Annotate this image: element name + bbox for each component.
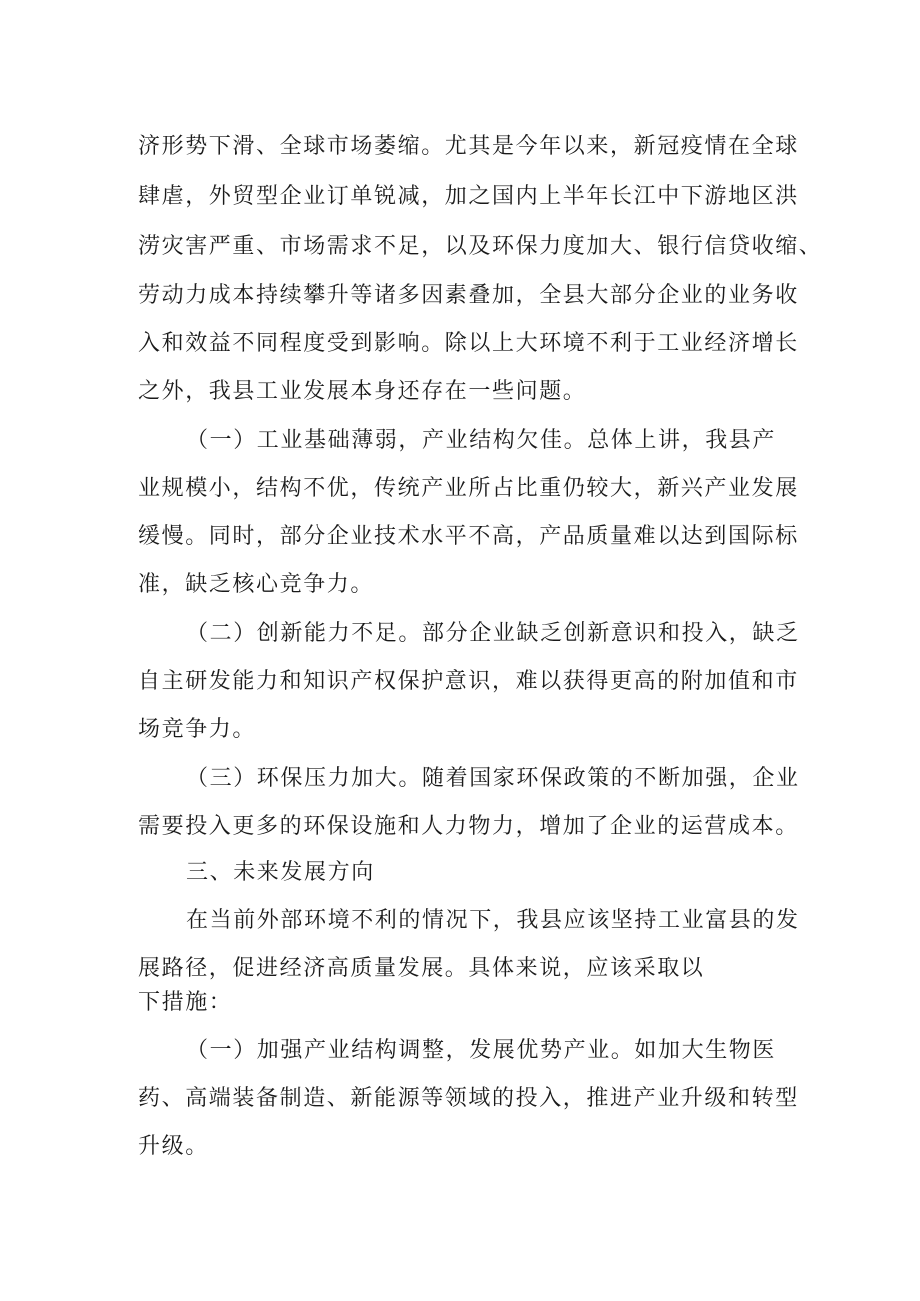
text-line: （一）加强产业结构调整，发展优势产业。如加大生物医 bbox=[186, 1038, 777, 1063]
text-line: 劳动力成本持续攀升等诸多因素叠加，全县大部分企业的业务收 bbox=[138, 283, 799, 308]
text-line: （二）创新能力不足。部分企业缺乏创新意识和投入，缺乏 bbox=[186, 621, 800, 646]
text-line: 之外，我县工业发展本身还存在一些问题。 bbox=[138, 379, 587, 404]
text-line: 下措施： bbox=[138, 990, 233, 1015]
text-line: 升级。 bbox=[138, 1134, 209, 1159]
text-line: 药、高端装备制造、新能源等领域的投入，推进产业升级和转型 bbox=[138, 1086, 799, 1111]
text-line: 涝灾害严重、市场需求不足，以及环保力度加大、银行信贷收缩、 bbox=[138, 234, 823, 259]
text-line: （一）工业基础薄弱，产业结构欠佳。总体上讲，我县产 bbox=[186, 428, 777, 453]
text-line: 场竞争力。 bbox=[138, 717, 257, 742]
text-line: （三）环保压力加大。随着国家环保政策的不断加强，企业 bbox=[186, 766, 800, 791]
text-line: 需要投入更多的环保设施和人力物力，增加了企业的运营成本。 bbox=[138, 814, 799, 839]
text-line: 业规模小，结构不优，传统产业所占比重仍较大，新兴产业发展 bbox=[138, 476, 799, 501]
text-line: 缓慢。同时，部分企业技术水平不高，产品质量难以达到国际标 bbox=[138, 524, 799, 549]
text-line: 在当前外部环境不利的情况下，我县应该坚持工业富县的发 bbox=[186, 908, 800, 933]
text-line: 济形势下滑、全球市场萎缩。尤其是今年以来，新冠疫情在全球 bbox=[138, 134, 799, 159]
text-line: 准，缺乏核心竞争力。 bbox=[138, 572, 375, 597]
text-line: 展路径，促进经济高质量发展。具体来说，应该采取以 bbox=[138, 956, 705, 981]
text-line: 自主研发能力和知识产权保护意识，难以获得更高的附加值和市 bbox=[138, 669, 799, 694]
text-line: 肆虐，外贸型企业订单锐减，加之国内上半年长江中下游地区洪 bbox=[138, 184, 799, 209]
text-line: 入和效益不同程度受到影响。除以上大环境不利于工业经济增长 bbox=[138, 331, 799, 356]
section-heading: 三、未来发展方向 bbox=[186, 860, 375, 885]
